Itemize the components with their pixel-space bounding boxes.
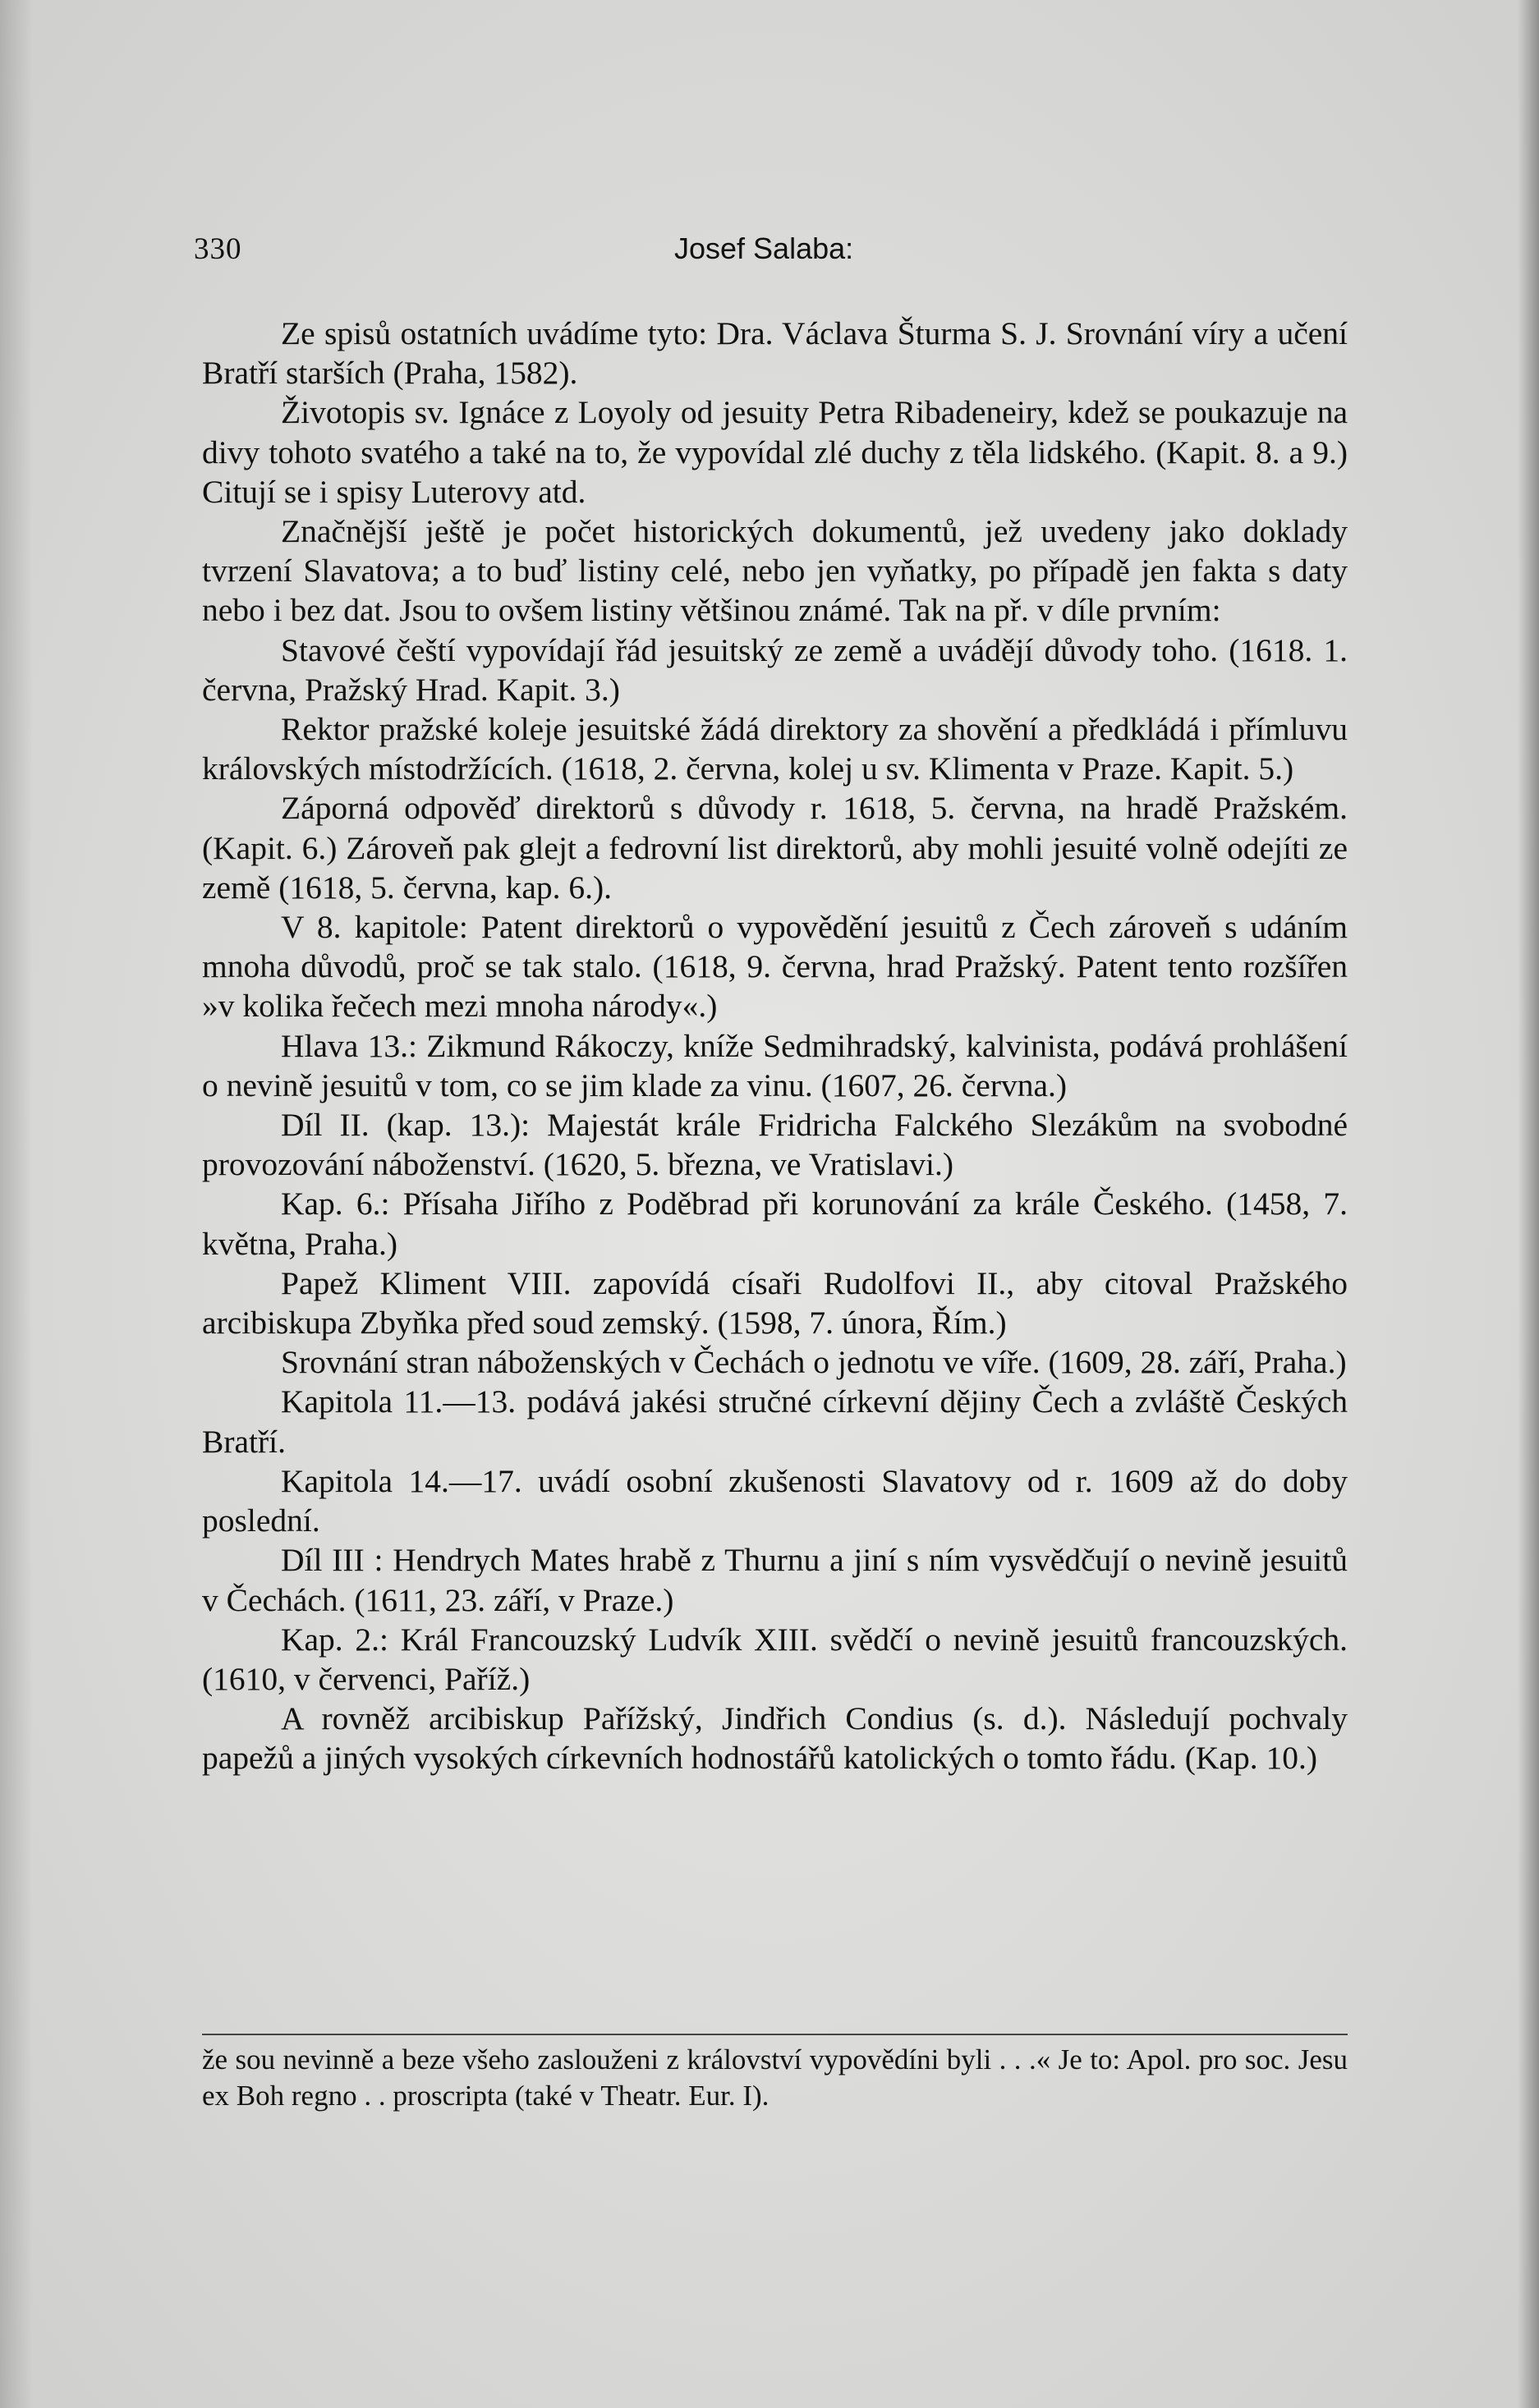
paragraph-chapter-8: V 8. kapitole: Patent direktorů o vypovědění jesuitů z Čech zároveň s udáním mnoha důvodů, proč se tak stalo. (1618, 9. června, hrad Pražský. Patent tento rozšířen »v kolika řečech mezi mnoha národy«.): [202, 909, 1348, 1025]
paragraph-historical-documents: Značnější ještě je počet historických dokumentů, jež uvedeny jako doklady tvrzení Slavatova; a to buď listiny celé, nebo jen vyňatky, po případě jen fakta s daty nebo i bez dat. Jsou to ovšem listiny většinou známé. Tak na př. v díle prvním:: [202, 513, 1348, 629]
paragraph-rector-request: Rektor pražské koleje jesuitské žádá direktory za shovění a předkládá i přímluvu královských místodržících. (1618, 2. června, kolej u sv. Klimenta v Praze. Kapit. 5.): [202, 711, 1348, 787]
paragraph-rakoczy: Hlava 13.: Zikmund Rákoczy, kníže Sedmihradský, kalvinista, podává prohlášení o nevině jesuitů v tom, co se jim klade za vinu. (1607, 26. června.): [202, 1027, 1348, 1103]
paragraph-majestat: Díl II. (kap. 13.): Majestát krále Fridricha Falckého Slezákům na svobodné provozování náboženství. (1620, 5. března, ve Vratislavi.): [202, 1107, 1348, 1183]
paragraph-works-list: Ze spisů ostatních uvádíme tyto: Dra. Václava Šturma S. J. Srovnání víry a učení Bratří starších (Praha, 1582).: [202, 315, 1348, 392]
footnote-divider: [202, 2034, 1348, 2035]
paragraph-loyola-biography: Životopis sv. Ignáce z Loyoly od jesuity Petra Ribadeneiry, kdež se poukazuje na divy tohoto svatého a také na to, že vypovídal zlé duchy z těla lidského. (Kapit. 8. a 9.) Citují se i spisy Luterovy atd.: [202, 394, 1348, 510]
footnote: [202, 2042, 1348, 2114]
paragraph-chapters-11-13: Kapitola 11.—13. podává jakési stručné církevní dějiny Čech a zvláště Českých Bratří.: [202, 1383, 1348, 1460]
paragraph-estates-expel: Stavové čeští vypovídají řád jesuitský ze země a uvádějí důvody toho. (1618. 1. června, Pražský Hrad. Kapit. 3.): [202, 631, 1348, 708]
page-number: 330: [194, 232, 242, 266]
paragraph-part-3-thurn: Díl III : Hendrych Mates hrabě z Thurnu a jiní s ním vysvědčují o nevině jesuitů v Čechách. (1611, 23. září, v Praze.): [202, 1542, 1348, 1618]
paragraph-podebrad-oath: Kap. 6.: Přísaha Jiřího z Poděbrad při korunování za krále Českého. (1458, 7. května, Praha.): [202, 1186, 1348, 1262]
page-header: [194, 232, 1348, 273]
running-head: Josef Salaba:: [674, 232, 854, 265]
paragraph-religious-parties: Srovnání stran náboženských v Čechách o jednotu ve víře. (1609, 28. září, Praha.): [281, 1344, 1347, 1381]
paragraph-pope-clement: Papež Kliment VIII. zapovídá císaři Rudolfovi II., aby citoval Pražského arcibiskupa Zbyňka před soud zemský. (1598, 7. února, Řím.): [202, 1264, 1348, 1342]
paragraph-negative-answer: Záporná odpověď direktorů s důvody r. 1618, 5. června, na hradě Pražském. (Kapit. 6.) Zároveň pak glejt a fedrovní list direktorů, aby mohli jesuité volně odejíti ze země (1618, 5. června, kap. 6.).: [202, 790, 1348, 906]
footnote-text: že sou nevinně a beze všeho zaslouženi z království vypovědíni byli . . .« Je to: Apol. pro soc. Jesu ex Boh regno . . proscripta (také v Theatr. Eur. I).: [202, 2043, 1348, 2112]
paragraph-chapters-14-17: Kapitola 14.—17. uvádí osobní zkušenosti Slavatovy od r. 1609 až do doby poslední.: [202, 1462, 1348, 1539]
body-text: [202, 314, 1348, 1778]
paragraph-louis-xiii: Kap. 2.: Král Francouzský Ludvík XIII. svědčí o nevině jesuitů francouzských. (1610, v červenci, Paříž.): [202, 1621, 1348, 1697]
paragraph-archbishop-paris: A rovněž arcibiskup Pařížský, Jindřich Condius (s. d.). Následují pochvaly papežů a jiných vysokých církevních hodnostářů katolických o tomto řádu. (Kap. 10.): [202, 1700, 1348, 1777]
